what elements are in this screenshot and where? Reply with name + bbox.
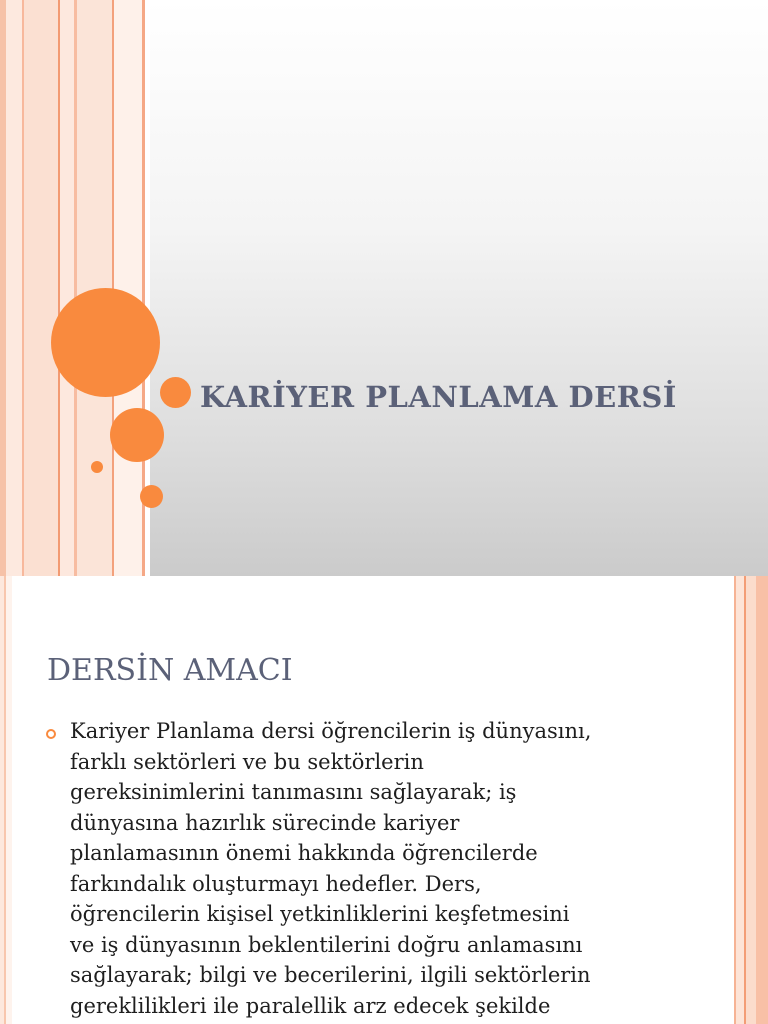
title-slide-background [150,0,768,576]
bullet-line: sağlayarak; bilgi ve becerilerini, ilgili sektörlerin [70,963,591,987]
decorative-stripes [730,576,768,1024]
decorative-stripes [0,0,150,576]
bullet-line: ve iş dünyasının beklentilerini doğru anlamasını [70,932,583,957]
bullet-line: farklı sektörleri ve bu sektörlerin [70,749,424,774]
bullet-line: farkındalık oluşturmayı hedefler. Ders, [70,871,482,896]
bullet-line: gereklilikleri ile paralellik arz edecek şekilde [70,993,551,1018]
content-slide [0,576,768,1024]
bullet-paragraph [70,716,680,1021]
decorative-small-circle-icon [140,485,163,508]
bullet-line: öğrencilerin kişisel yetkinliklerini keşfetmesini [70,902,570,926]
bullet-line: planlamasının önemi hakkında öğrencilerde [70,841,538,865]
decorative-large-circle-icon [51,288,160,397]
bullet-line: Kariyer Planlama dersi öğrencilerin iş dünyasını, [70,719,592,743]
decorative-left-edge [0,576,12,1024]
circle-bullet-icon [46,729,56,739]
slide-title: KARİYER PLANLAMA DERSİ [200,380,677,414]
decorative-small-circle-icon [160,377,191,408]
bullet-line: dünyasına hazırlık sürecinde kariyer [70,810,460,835]
decorative-medium-circle-icon [110,408,164,462]
bullet-line: gereksinimlerini tanımasını sağlayarak; iş [70,780,517,804]
slide-heading: DERSİN AMACI [47,653,293,688]
decorative-tiny-circle-icon [91,461,103,473]
